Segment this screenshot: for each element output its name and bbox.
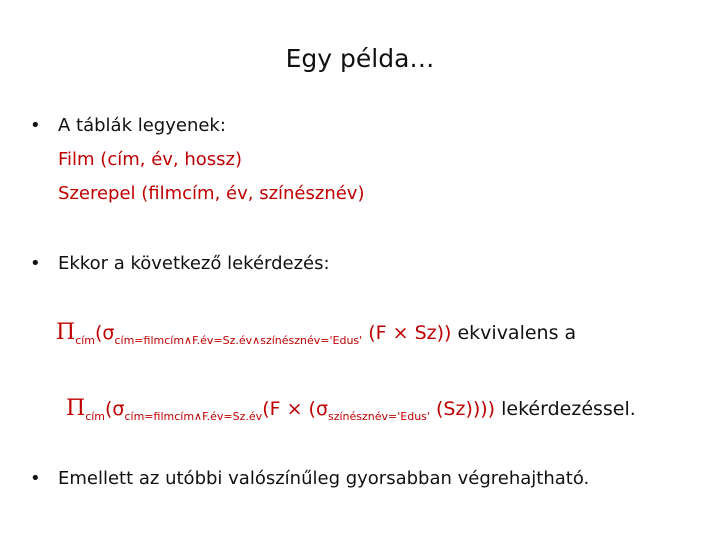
bullet-query <box>30 253 330 274</box>
bullet-text: A táblák legyenek: <box>58 115 226 136</box>
cartesian-expression: (F × (σ <box>262 398 328 420</box>
selection-open: (σ <box>95 322 115 344</box>
projection-subscript: cím <box>75 334 96 347</box>
formula-query-1 <box>56 320 576 347</box>
inner-expression: (Sz)))) <box>429 398 496 420</box>
inner-selection-subscript: színésznév='Edus' <box>327 410 430 423</box>
table-film: Film (cím, év, hossz) <box>58 149 243 170</box>
bullet-tables <box>30 115 226 136</box>
slide-title: Egy példa… <box>285 44 435 73</box>
bullet-dot: • <box>30 468 41 489</box>
bullet-text: Emellett az utóbbi valószínűleg gyorsabban végrehajtható. <box>58 468 590 489</box>
bullet-text: Ekkor a következő lekérdezés: <box>58 253 330 274</box>
bullet-dot: • <box>30 115 41 136</box>
bullet-dot: • <box>30 253 41 274</box>
selection-open: (σ <box>105 398 125 420</box>
selection-subscript: cím=filmcím∧F.év=Sz.év <box>124 410 263 423</box>
formula-query-2 <box>66 396 636 423</box>
formula-tail-text: ekvivalens a <box>451 322 577 344</box>
selection-subscript: cím=filmcím∧F.év=Sz.év∧színésznév='Edus' <box>114 334 363 347</box>
projection-symbol: Π <box>56 320 76 345</box>
bullet-conclusion <box>30 468 589 489</box>
projection-symbol: Π <box>66 396 86 421</box>
formula-tail-text: lekérdezéssel. <box>495 398 636 420</box>
table-szerepel: Szerepel (filmcím, év, színésznév) <box>58 183 365 204</box>
projection-subscript: cím <box>85 410 106 423</box>
cartesian-expression: (F × Sz)) <box>362 322 452 344</box>
